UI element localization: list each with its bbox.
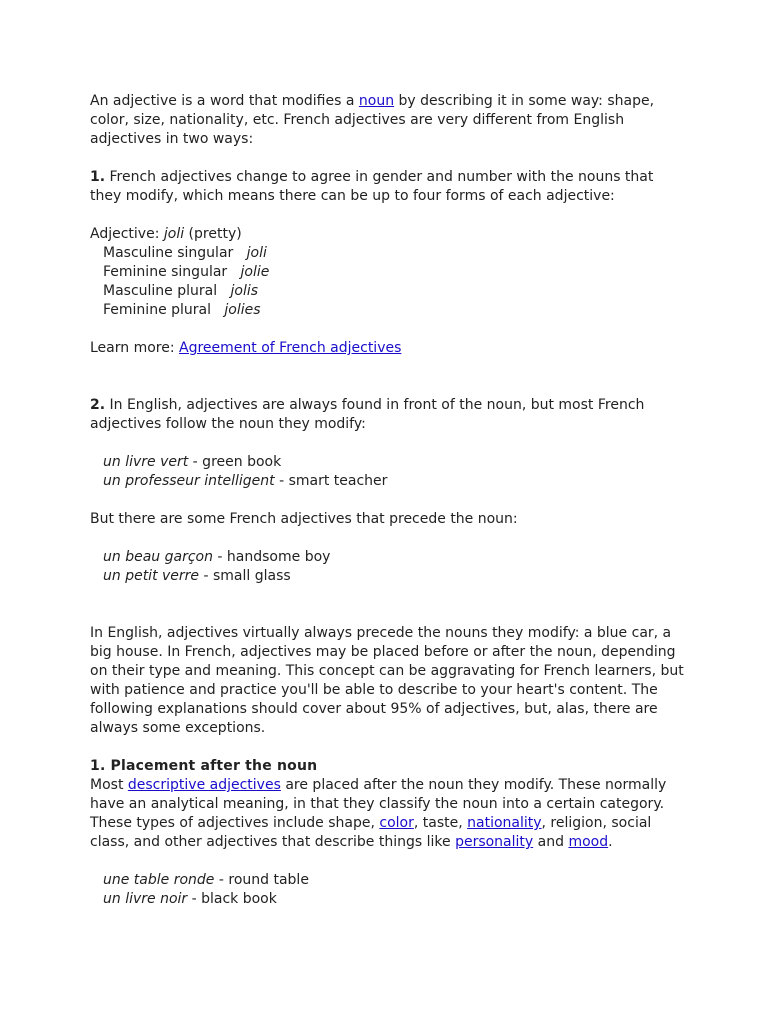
section-1-line-1: Most descriptive adjectives are placed after the noun they modify. These normally [90,777,667,793]
example-beau-garcon: un beau garçon - handsome boy [103,549,331,565]
agreement-link[interactable]: Agreement of French adjectives [179,340,402,356]
intro-line-2: color, size, nationality, etc. French adjectives are very different from English [90,112,625,128]
intro-line-3: adjectives in two ways: [90,131,254,147]
point-1-number: 1. [90,169,106,185]
section-1-line-4: class, and other adjectives that describe things like personality and mood. [90,834,613,850]
intro2-line-6: always some exceptions. [90,720,266,736]
intro2-line-2: big house. In French, adjectives may be placed before or after the noun, depending [90,644,676,660]
nationality-link[interactable]: nationality [467,815,542,831]
example-professeur: un professeur intelligent - smart teacher [103,473,388,489]
example-livre-noir: un livre noir - black book [103,891,277,907]
point-1-line-1: 1. French adjectives change to agree in gender and number with the nouns that [90,169,654,185]
color-link[interactable]: color [379,815,414,831]
personality-link[interactable]: personality [455,834,534,850]
form-feminine-plural: Feminine plural jolies [103,302,261,318]
precede-sentence: But there are some French adjectives that precede the noun: [90,511,518,527]
article-body [90,92,690,909]
point-2-line-1: 2. In English, adjectives are always found in front of the noun, but most French [90,397,645,413]
intro2-line-5: following explanations should cover about 95% of adjectives, but, alas, there are [90,701,658,717]
intro2-line-3: on their type and meaning. This concept can be aggravating for French learners, but [90,663,684,679]
example-livre-vert: un livre vert - green book [103,454,282,470]
mood-link[interactable]: mood [568,834,609,850]
example-petit-verre: un petit verre - small glass [103,568,291,584]
form-masculine-plural: Masculine plural jolis [103,283,259,299]
point-2-number: 2. [90,397,106,413]
section-1-line-3: These types of adjectives include shape, color, taste, nationality, religion, social [90,815,652,831]
intro2-line-1: In English, adjectives virtually always precede the nouns they modify: a blue car, a [90,625,672,641]
noun-link[interactable]: noun [358,93,395,109]
section-1-heading: 1. Placement after the noun [90,758,318,774]
example-table-ronde: une table ronde - round table [103,872,309,888]
form-masculine-singular: Masculine singular joli [103,245,267,261]
point-1-line-2: they modify, which means there can be up to four forms of each adjective: [90,188,615,204]
intro-paragraph: An adjective is a word that modifies a noun by describing it in some way: shape, [90,93,655,109]
point-2-line-2: adjectives follow the noun they modify: [90,416,366,432]
descriptive-adjectives-link[interactable]: descriptive adjectives [127,777,281,793]
section-1-line-2: have an analytical meaning, in that they classify the noun into a certain category. [90,796,665,812]
learn-more: Learn more: Agreement of French adjectives [90,340,402,356]
intro2-line-4: with patience and practice you'll be able to describe to your heart's content. The [90,682,658,698]
adjective-example-label: Adjective: joli (pretty) [90,226,242,242]
form-feminine-singular: Feminine singular jolie [103,264,270,280]
